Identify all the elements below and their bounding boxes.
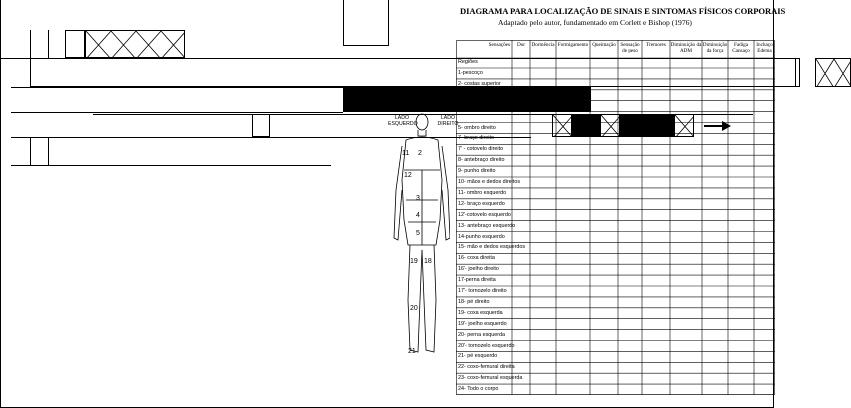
table-row: 12'-cotovelo esquerdo — [458, 211, 511, 218]
strip-button[interactable] — [65, 30, 85, 58]
figure-number: 4 — [416, 212, 420, 219]
figure-number: 5 — [416, 230, 420, 237]
rule-line — [11, 112, 343, 113]
table-row: 16- coxa direita — [458, 255, 495, 262]
toolbar-line — [11, 137, 531, 138]
strip-divider — [48, 137, 49, 165]
table-row: 5- ombro direito — [458, 124, 496, 131]
table-row: 11- ombro esquerdo — [458, 189, 507, 196]
table-row: 20- perna esquerda — [458, 331, 506, 338]
table-row: 24- Todo o corpo — [458, 386, 499, 393]
table-row: 13- antebraço esquerdo — [458, 222, 516, 229]
table-row: 20'- tornozelo esquerdo — [458, 342, 515, 349]
figure-number: 11 — [402, 150, 410, 157]
figure-number: 12 — [404, 172, 412, 179]
table-row: 21- pé esquerdo — [458, 353, 498, 360]
body-figure-illustration — [390, 110, 450, 360]
strip-divider — [30, 30, 31, 58]
toolbar-button[interactable] — [252, 114, 270, 137]
table-row: 8- antebraço direito — [458, 157, 505, 164]
figure-number: 19 — [410, 258, 418, 265]
figure-number: 3 — [416, 195, 420, 202]
col-header: Queimação — [592, 42, 616, 48]
right-side-label: LADO DIREITO — [437, 115, 459, 127]
top-square-frame — [343, 0, 389, 46]
document-subtitle: Adaptado pelo autor, fundamentado em Corlett e Bishop (1976) — [498, 18, 692, 27]
strip-divider — [30, 137, 31, 165]
table-row: 17-perna direita — [458, 277, 496, 284]
col-header: Fadiga Cansaço — [732, 42, 750, 54]
table-row: 9- punho direito — [458, 168, 496, 175]
col-header: Formigamento — [557, 42, 589, 48]
table-row: 16'- joelho direito — [458, 266, 499, 273]
table-row: 10- mãos e dedos direitos — [458, 179, 521, 185]
col-header: Sensação de peso — [620, 42, 640, 54]
col-header: Inchaço Edema — [756, 42, 773, 54]
left-side-label: LADO ESQUERDO — [388, 115, 418, 127]
placeholder-x-box — [85, 30, 185, 58]
col-header: Dormência — [531, 42, 555, 48]
cross-pattern-icon — [86, 31, 185, 58]
rule-line — [11, 87, 343, 88]
col-header: Dor — [516, 42, 526, 48]
sensations-header: Sensações — [488, 42, 510, 48]
table-row: 3- — [458, 91, 463, 98]
regions-header: Regiões — [458, 59, 478, 65]
figure-number: 2 — [418, 150, 422, 157]
page-left-border — [0, 0, 1, 408]
document-title: DIAGRAMA PARA LOCALIZAÇÃO DE SINAIS E SINTOMAS FÍSICOS CORPORAIS — [460, 6, 786, 16]
table-row: 14-punho esquerdo — [458, 233, 505, 240]
table-row: 1-pescoço — [458, 70, 483, 76]
col-header: Tremores — [646, 42, 666, 48]
table-row: 7' - cotovelo direito — [458, 146, 504, 153]
table-row: 22- coxo-femural direita — [458, 364, 515, 371]
table-row: 17'- tornozelo direito — [458, 288, 507, 294]
table-row: 15- mão e dedos esquerdos — [458, 244, 526, 251]
rule-line — [11, 165, 331, 166]
table-row: 19'- joelho esquerdo — [458, 320, 507, 327]
table-row: 7- braço direito — [458, 135, 494, 142]
placeholder-x-box-right — [815, 58, 851, 87]
table-row: 4- — [458, 102, 463, 109]
table-row: 18- pé direito — [458, 298, 490, 305]
col-header: Diminuição da ADM — [670, 42, 702, 54]
col-header: Diminuição da força — [702, 42, 728, 54]
bar-divider — [795, 58, 796, 87]
figure-number: 18 — [424, 258, 432, 265]
table-row: 12- braço esquerdo — [458, 200, 505, 207]
table-row: 2- costas superior — [458, 80, 501, 87]
table-row: 23- coxo-femural esquerda — [458, 375, 523, 382]
figure-number: 20 — [410, 305, 418, 312]
table-row: 19- coxa esquerda — [458, 309, 503, 316]
figure-number: 21 — [408, 348, 416, 355]
cross-pattern-icon — [816, 59, 851, 87]
strip-divider — [48, 30, 49, 58]
symptom-grid — [456, 40, 775, 395]
